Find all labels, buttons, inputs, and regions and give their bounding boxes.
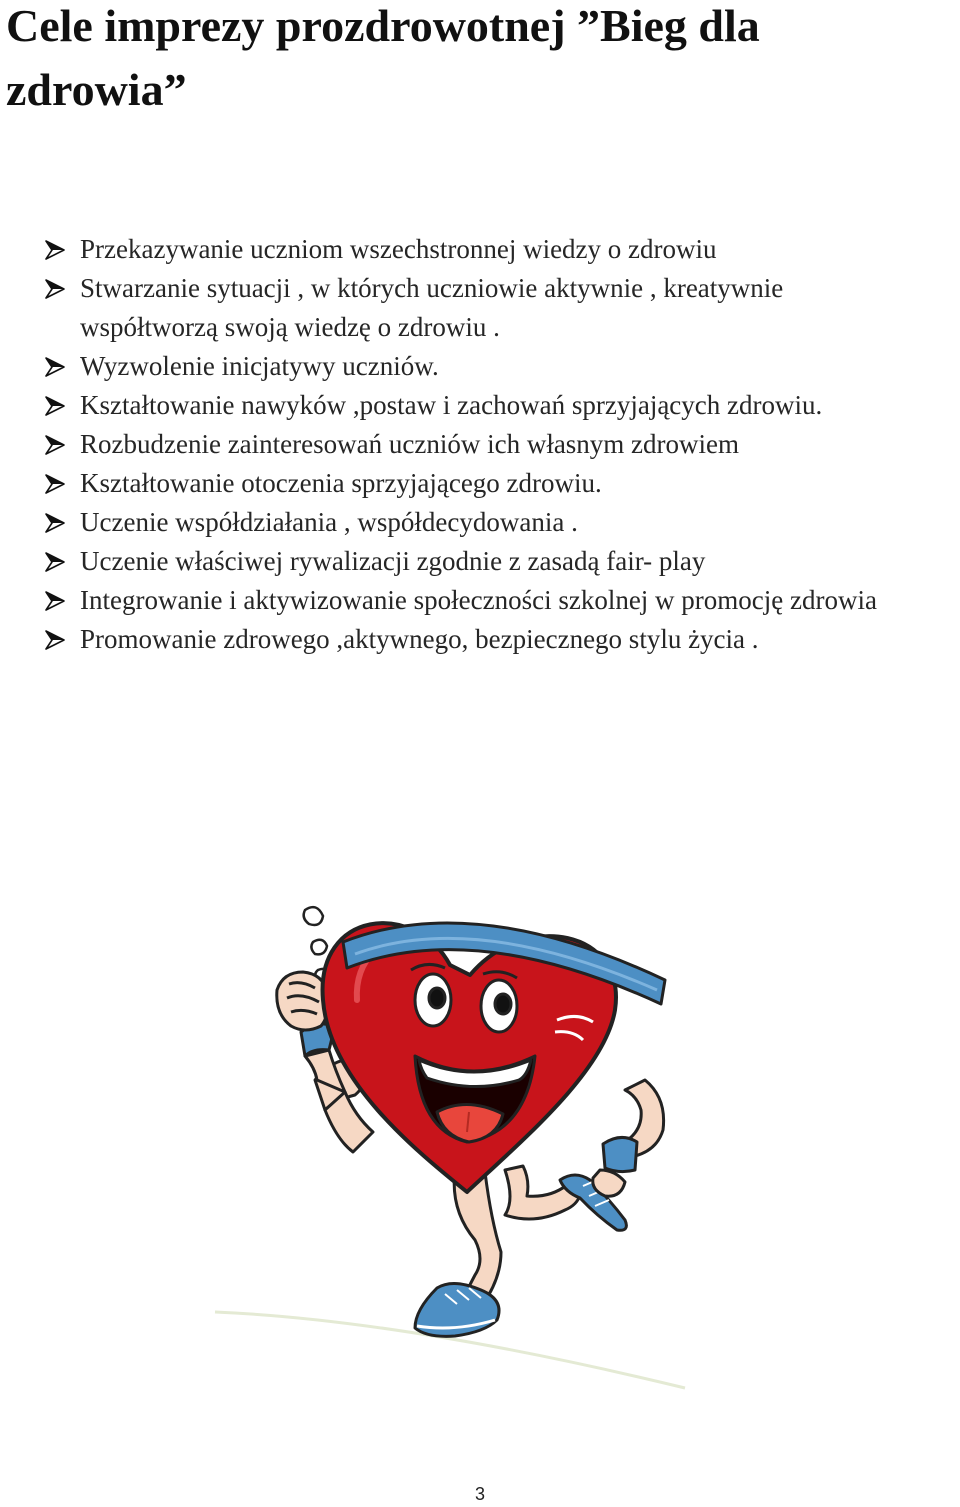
goal-text: Uczenie właściwej rywalizacji zgodnie z zasadą fair- play [80,546,706,576]
running-heart-illustration [205,880,705,1400]
list-item [44,620,960,659]
list-item [44,230,960,269]
goal-text: Kształtowanie nawyków ,postaw i zachowań sprzyjających zdrowiu. [80,390,823,420]
goal-text: Integrowanie i aktywizowanie społeczności szkolnej w promocję zdrowia [80,585,877,615]
arrow-bullet-icon [44,395,66,417]
arrow-bullet-icon [44,356,66,378]
arrow-bullet-icon [44,590,66,612]
arrow-bullet-icon [44,629,66,651]
list-item [44,503,960,542]
right-arm [593,1080,664,1196]
list-item [44,269,960,347]
goals-list [44,230,960,659]
front-leg [415,1170,501,1336]
arrow-bullet-icon [44,278,66,300]
arrow-bullet-icon [44,512,66,534]
goal-text: Kształtowanie otoczenia sprzyjającego zdrowiu. [80,468,602,498]
arrow-bullet-icon [44,551,66,573]
goal-text: Uczenie współdziałania , współdecydowania . [80,507,578,537]
page-number: 3 [474,1484,485,1504]
goal-text: Promowanie zdrowego ,aktywnego, bezpiecznego stylu życia . [80,624,759,654]
goal-text: Rozbudzenie zainteresowań uczniów ich własnym zdrowiem [80,429,740,459]
goal-text: Stwarzanie sytuacji , w których uczniowie aktywnie , kreatywnie współtworzą swoją wiedzę o zdrowiu . [80,273,784,342]
arrow-bullet-icon [44,239,66,261]
list-item [44,347,960,386]
goal-text: Przekazywanie uczniom wszechstronnej wiedzy o zdrowiu [80,234,717,264]
list-item [44,386,960,425]
arrow-bullet-icon [44,473,66,495]
list-item [44,425,960,464]
list-item [44,464,960,503]
page-title: Cele imprezy prozdrowotnej ”Bieg dla zdrowia” [6,0,760,115]
list-item [44,542,960,581]
arrow-bullet-icon [44,434,66,456]
goal-text: Wyzwolenie inicjatywy uczniów. [80,351,439,381]
list-item [44,581,960,620]
